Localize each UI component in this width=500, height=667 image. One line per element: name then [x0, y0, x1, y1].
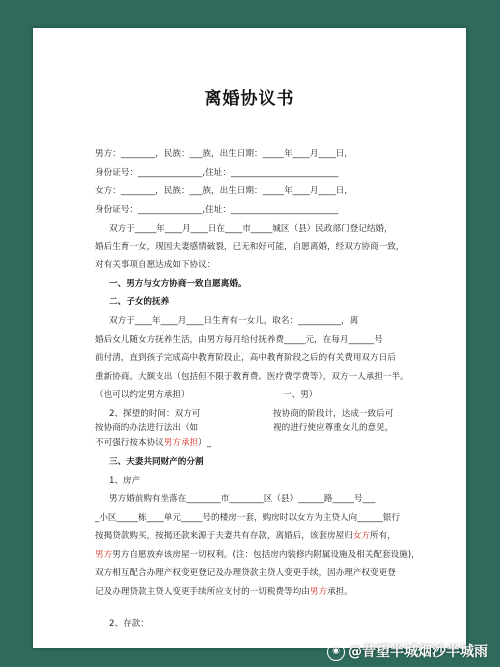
- note-left: （也可以约定男方承担）: [95, 390, 190, 400]
- house-red-1: 女方: [352, 531, 371, 541]
- visit3-suffix: ）_: [198, 438, 212, 448]
- house-line-4: [95, 549, 444, 561]
- house-red-2: 男方: [95, 550, 113, 560]
- house-line-4-text: 男方自愿放弃该房屋一切权利。(注：包括房内装修内附属设施及相关配套设施)，: [112, 550, 420, 560]
- custody-line-3: 前付清，直到孩子完成高中教育阶段止，高中教育阶段之后的有关费用双方日后: [95, 353, 396, 363]
- marriage-line-2: 婚后生育一女，现因夫妻感情破裂，已无和好可能，自愿离婚，经双方协商一致，: [95, 242, 405, 252]
- visit3-line: [95, 437, 211, 449]
- wife-info-line: 女方：________，民族：___族，出生日期：_____年____月____日，: [95, 186, 353, 196]
- visit-left: 2、探望的时间：双方可: [109, 409, 201, 419]
- visit2-right: 视的进行使应尊重女儿的意见，: [273, 423, 394, 433]
- house-red-3: 男方: [309, 587, 328, 597]
- house-line-5: 双方相互配合办理产权变更登记及办理贷款主贷人变更手续，因办理产权变更登: [95, 568, 396, 578]
- visit3-red: 男方承担: [163, 438, 199, 448]
- document-page: [33, 28, 466, 648]
- visit3-prefix: 不可强行按本协议: [95, 438, 164, 448]
- custody-line-4: 重新协商。大额支出（包括但不限于教育费、医疗费学费等），双方一人承担一半。: [95, 372, 409, 382]
- house-line-3: [95, 530, 444, 542]
- section-3-heading: 三、夫妻共同财产的分割: [109, 457, 204, 467]
- section-1-heading: 一、男方与女方协商一致自愿离婚。: [109, 279, 247, 289]
- husband-id-line: 身份证号：_______________,住址：_________________________: [95, 168, 339, 178]
- weibo-icon: ◉: [327, 643, 345, 661]
- custody-line-1: 双方于____年____月____日生育有一女儿，取名：__________，离: [109, 316, 359, 326]
- house-end: 承担。: [327, 587, 353, 597]
- watermark-text: @昔望半城烟沙半城雨: [348, 644, 488, 660]
- house-line-6: [95, 586, 444, 598]
- watermark: [327, 641, 488, 661]
- document-title: 离婚协议书: [204, 89, 295, 109]
- deposit-heading: 2、存款：: [109, 619, 149, 629]
- house-line-2: _小区_____栋____单元_____号的楼房一套，购房时以女方为主贷人向______银行: [95, 513, 401, 523]
- house-line-1: 男方婚前购有坐落在________市________区（县）______路_____号___: [109, 494, 376, 504]
- note-right: 一、男）: [283, 390, 318, 400]
- marriage-line: 双方于_____年____月____日在____市_____城区（县）民政部门登记结婚，: [109, 224, 393, 234]
- marriage-line-3: 对有关事项自愿达成如下协议：: [95, 260, 216, 270]
- visit2-left: 按协商的办法进行法出（如: [95, 423, 199, 433]
- house-after-red-1: 所有，: [370, 531, 396, 541]
- house-line-3-text: 按揭贷款购买，按揭还款来源于夫妻共有存款，离婚后，该套房屋归: [95, 531, 353, 541]
- house-heading: 1、房产: [109, 476, 141, 486]
- custody-line-2: 婚后女儿随女方抚养生活，由男方每月给付抚养费_____元，在每月______号: [95, 335, 383, 345]
- section-2-heading: 二、子女的抚养: [109, 297, 170, 307]
- husband-info-line: 男方：________，民族：___族，出生日期：_____年____月____日，: [95, 149, 353, 159]
- wife-id-line: 身份证号：_______________,住址：_________________________: [95, 205, 339, 215]
- house-line-6-text: 记及办理贷款主贷人变更手续所应支付的一切税费等均由: [95, 587, 310, 597]
- visit-right: 按协商的阶段计，达成一致后可: [273, 409, 394, 419]
